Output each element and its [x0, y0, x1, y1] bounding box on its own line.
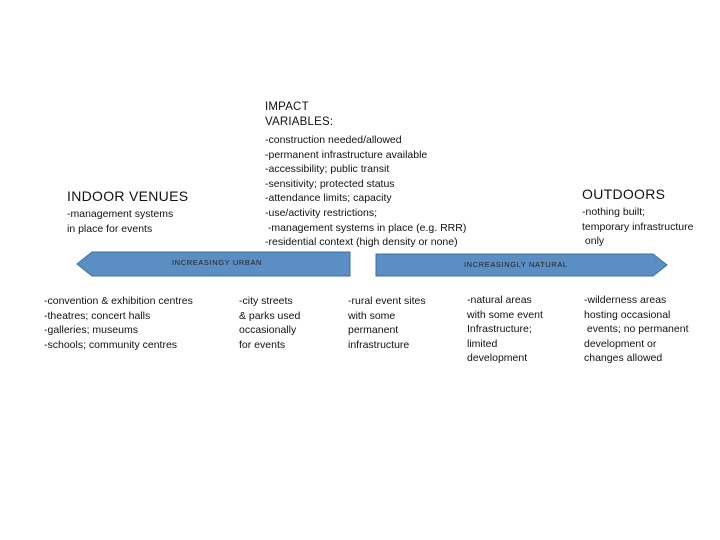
indoor-venues-desc: -management systems in place for events	[67, 208, 174, 235]
indoor-venues-heading: INDOOR VENUES	[67, 188, 189, 204]
spectrum-col-natural-areas: -natural areas with some event Infrastructure; limited development	[467, 294, 543, 365]
spectrum-col-urban-venues: -convention & exhibition centres -theatres; concert halls -galleries; museums -schools; community centres	[44, 295, 193, 351]
left-arrow-label: INCREASINGY URBAN	[172, 258, 263, 267]
impact-variables-title: IMPACT VARIABLES:	[265, 101, 334, 128]
impact-variables-list: -construction needed/allowed -permanent infrastructure available -accessibility; public transit -sensitivity; protected status -attendance limits; capacity -use/activity restrictions; -management systems in place (e.g. RRR) -residential context (high density or none)	[265, 134, 467, 249]
spectrum-col-city-streets: -city streets & parks used occasionally for events	[239, 295, 301, 351]
outdoors-heading: OUTDOORS	[582, 186, 666, 202]
spectrum-col-wilderness: -wilderness areas hosting occasional events; no permanent development or changes allowed	[584, 294, 689, 365]
spectrum-col-rural-sites: -rural event sites with some permanent infrastructure	[348, 295, 426, 351]
right-arrow-label: INCREASINGLY NATURAL	[464, 260, 568, 269]
outdoors-desc: -nothing built; temporary infrastructure only	[582, 206, 694, 248]
